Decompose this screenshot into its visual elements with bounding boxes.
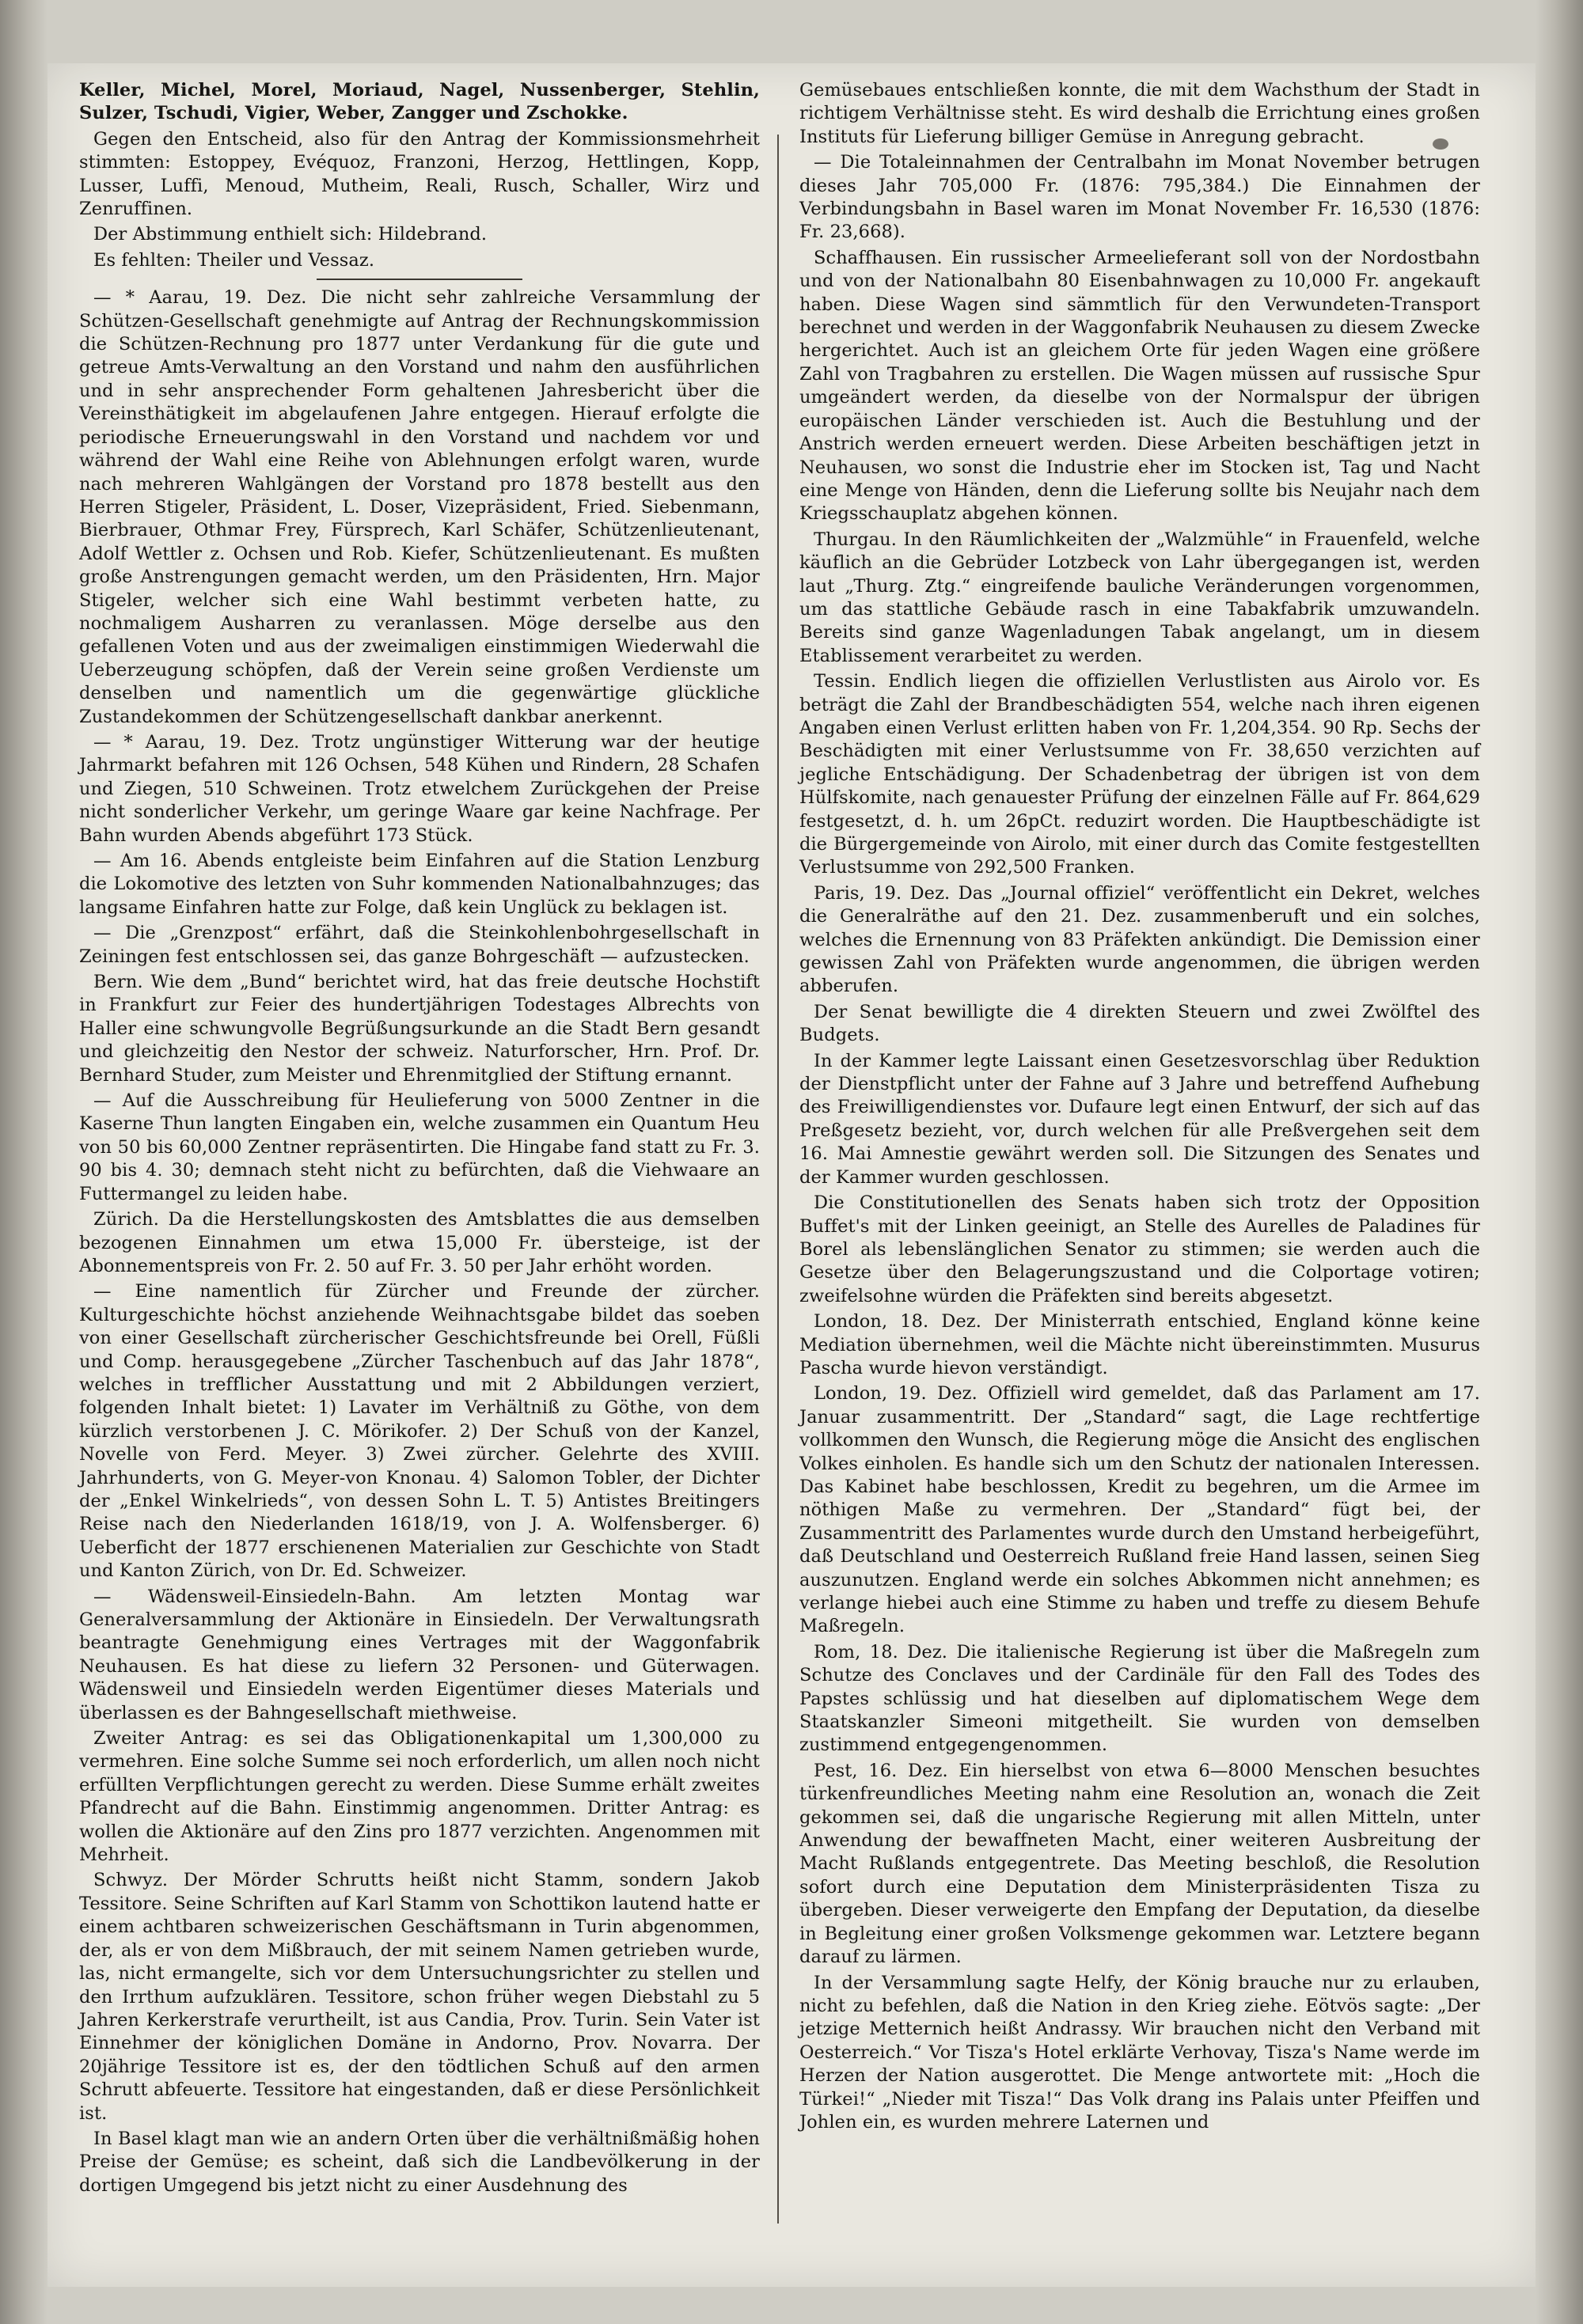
text-block: Zweiter Antrag: es sei das Obligationenkapital um 1,300,000 zu vermehren. Eine solche Summe sei noch erforderlich, um allen noch nicht erfüllten Verpflichtungen gerecht zu werden. Diese Summe erhält zweites Pfandrecht auf die Bahn. Einstimmig angenommen. Dritter Antrag: es wollen die Aktionäre auf den Zins pro 1877 verzichten. Angenommen mit Mehrheit. [79, 1728, 760, 1866]
text-block: Schaffhausen. Ein russischer Armeelieferant soll von der Nordostbahn und von der Nationalbahn 80 Eisenbahnwagen zu 10,000 Fr. angekauft haben. Diese Wagen sind sämmtlich für den Verwundeten-Transport berechnet und werden in der Waggonfabrik Neuhausen zu diesem Zwecke hergerichtet. Auch ist an gleichem Orte für jeden Wagen eine größere Zahl von Tragbahren zu erstellen. Die Wagen müssen auf russische Spur umgeändert werden, da dieselbe von der Normalspur der übrigen europäischen Länder verschieden ist. Auch die Bestuhlung und der Anstrich werden erneuert werden. Diese Arbeiten beschäftigen jetzt in Neuhausen, wo sonst die Industrie eher im Stocken ist, Tag und Nacht eine Menge von Händen, denn die Lieferung sollte bis Neujahr nach dem Kriegsschauplatz abgehen können. [799, 247, 1480, 525]
section-separator [317, 279, 522, 280]
text-block: — Am 16. Abends entgleiste beim Einfahren auf die Station Lenzburg die Lokomotive des letzten von Suhr kommenden Nationalbahnzuges; das langsame Einfahren hatte zur Folge, daß kein Unglück zu beklagen ist. [79, 851, 760, 918]
text-block: — Die „Grenzpost“ erfährt, daß die Steinkohlenbohrgesellschaft in Zeiningen fest entschlossen sei, das ganze Bohrgeschäft — aufzustecken. [79, 923, 760, 967]
text-block: — * Aarau, 19. Dez. Die nicht sehr zahlreiche Versammlung der Schützen-Gesellschaft genehmigte auf Antrag der Rechnungskommission die Schützen-Rechnung pro 1877 unter Verdankung für die gute und getreue Amts-Verwaltung an den Vorstand und nahm den ausführlichen und in sehr ansprechender Form gehaltenen Jahresbericht über die Vereinsthätigkeit im abgelaufenen Jahre entgegen. Hierauf erfolgte die periodische Erneuerungswahl in den Vorstand und nachdem vor und während der Wahl eine Reihe von Ablehnungen erfolgt waren, wurde nach mehreren Wahlgängen der Vorstand pro 1878 bestellt aus den Herren Stigeler, Präsident, L. Doser, Vizepräsident, Fried. Siebenmann, Bierbrauer, Othmar Frey, Fürsprech, Karl Schäfer, Schützenlieutenant, Adolf Wettler z. Ochsen und Rob. Kiefer, Schützenlieutenant. Es mußten große Anstrengungen gemacht werden, um den Präsidenten, Hrn. Major Stigeler, welcher sich eine Wahl bestimmt verbeten hatte, zu nochmaligem Ausharren zu veranlassen. Möge derselbe aus den gefallenen Voten und aus der zweimaligen einstimmigen Wiederwahl die Ueberzeugung schöpfen, daß der Verein seine großen Verdienste um denselben und namentlich um die gegenwärtige glückliche Zustandekommen der Schützengesellschaft dankbar anerkennt. [79, 287, 760, 727]
text-block: Es fehlten: Theiler und Vessaz. [93, 249, 375, 271]
text-block: Pest, 16. Dez. Ein hierselbst von etwa 6—8000 Menschen besuchtes türkenfreundliches Meeting nahm eine Resolution an, wonach die Zeit gekommen sei, daß die ungarische Regierung mit allen Mitteln, unter Anwendung der bewaffneten Macht, einer weiteren Ausbreitung der Macht Rußlands entgegentrete. Das Meeting beschloß, die Resolution sofort durch eine Deputation dem Ministerpräsidenten Tisza zu übergeben. Dieser verweigerte den Empfang der Deputation, da dieselbe in Begleitung einer großen Volksmenge gekommen war. Letztere begann darauf zu lärmen. [799, 1760, 1480, 1968]
text-block: Gegen den Entscheid, also für den Antrag der Kommissionsmehrheit stimmten: Estoppey, Evéquoz, Franzoni, Herzog, Hettlingen, Kopp, Lusser, Luffi, Menoud, Mutheim, Reali, Rusch, Schaller, Wirz und Zenruffinen. [79, 128, 760, 220]
text-block: — Eine namentlich für Zürcher und Freunde der zürcher. Kulturgeschichte höchst anziehende Weihnachtsgabe bildet das soeben von einer Gesellschaft zürcherischer Geschichtsfreunde bei Orell, Füßli und Comp. herausgegebene „Zürcher Taschenbuch auf das Jahr 1878“, welches in trefflicher Ausstattung und mit 2 Abbildungen verziert, folgenden Inhalt bietet: 1) Lavater im Verhältniß zu Göthe, von dem kürzlich verstorbenen J. C. Mörikofer. 2) Der Schuß von der Kanzel, Novelle von Ferd. Meyer. 3) Zwei zürcher. Gelehrte des XVIII. Jahrhunderts, von G. Meyer-von Knonau. 4) Salomon Tobler, der Dichter der „Enkel Winkelrieds“, von dessen Sohn L. T. 5) Antistes Breitingers Reise nach den Niederlanden 1618/19, von J. A. Wolfensberger. 6) Ueberficht der 1877 erschienenen Materialien zur Geschichte von Stadt und Kanton Zürich, von Dr. Ed. Schweizer. [79, 1281, 760, 1582]
text-block: Zürich. Da die Herstellungskosten des Amtsblattes die aus demselben bezogenen Einnahmen um etwa 15,000 Fr. übersteige, ist der Abonnementspreis von Fr. 2. 50 auf Fr. 3. 50 per Jahr erhöht worden. [79, 1209, 760, 1276]
text-block: Bern. Wie dem „Bund“ berichtet wird, hat das freie deutsche Hochstift in Frankfurt zur Feier des hundertjährigen Todestages Albrechts von Haller eine schwungvolle Begrüßungsurkunde an die Stadt Bern gesandt und gleichzeitig den Nestor der schweiz. Naturforscher, Hrn. Prof. Dr. Bernhard Studer, zum Meister und Ehrenmitglied der Stiftung ernannt. [79, 972, 760, 1086]
text-block: Gemüsebaues entschließen konnte, die mit dem Wachsthum der Stadt in richtigem Verhältnisse steht. Es wird deshalb die Errichtung eines großen Instituts für Lieferung billiger Gemüse in Anregung gebracht. [799, 80, 1480, 147]
text-block: London, 19. Dez. Offiziell wird gemeldet, daß das Parlament am 17. Januar zusammentritt. Der „Standard“ sagt, die Lage rechtfertige vollkommen den Wunsch, die Regierung möge die Ansicht des englischen Volkes einholen. Es handle sich um den Schutz der nationalen Interessen. Das Kabinet habe beschlossen, Kredit zu begehren, um die Armee im nöthigen Maße zu vermehren. Der „Standard“ fügt bei, der Zusammentritt des Parlamentes wurde durch den Umstand herbeigeführt, daß Deutschland und Oesterreich Rußland freie Hand lassen, seinen Sieg auszunutzen. England werde ein solches Abkommen nicht annehmen; es verlange hiebei auch eine Stimme zu haben und treffe zu diesem Behufe Maßregeln. [799, 1383, 1480, 1637]
text-block: In der Kammer legte Laissant einen Gesetzesvorschlag über Reduktion der Dienstpflicht unter der Fahne auf 3 Jahre und betreffend Aufhebung des Freiwilligendienstes vor. Dufaure legt einen Entwurf, der sich auf das Preßgesetz bezieht, vor, durch welchen für alle Preßvergehen seit dem 16. Mai Amnestie gewährt werden soll. Die Sitzungen des Senates und der Kammer wurden geschlossen. [799, 1050, 1480, 1188]
text-block: Tessin. Endlich liegen die offiziellen Verlustlisten aus Airolo vor. Es beträgt die Zahl der Brandbeschädigten 554, welche nach ihren eigenen Angaben einen Verlust erlitten haben von Fr. 1,204,354. 90 Rp. Sechs der Beschädigten mit einer Verlustsumme von Fr. 38,650 verzichten auf jegliche Entschädigung. Der Schadenbetrag der übrigen ist von dem Hülfskomite, nach genauester Prüfung der einzelnen Fälle auf Fr. 864,629 festgesetzt, d. h. um 26pCt. reduzirt worden. Die Hauptbeschädigte ist die Bürgergemeinde von Airolo, mit einer durch das Comite festgestellten Verlustsumme von 292,500 Franken. [799, 671, 1480, 878]
text-block: Die Constitutionellen des Senats haben sich trotz der Opposition Buffet's mit der Linken geeinigt, an Stelle des Aurelles de Paladines für Borel als lebenslänglichen Senator zu stimmen; sie werden auch die Gesetze über den Belagerungszustand und die Colportage votiren; zweifelsohne würden die Präfekten sind bereits abgesetzt. [799, 1192, 1480, 1306]
text-block: — Die Totaleinnahmen der Centralbahn im Monat November betrugen dieses Jahr 705,000 Fr. (1876: 795,384.) Die Einnahmen der Verbindungsbahn in Basel waren im Monat November Fr. 16,530 (1876: Fr. 23,668). [799, 152, 1480, 243]
right-column [799, 79, 1480, 2136]
text-block: Der Abstimmung enthielt sich: Hildebrand. [93, 224, 488, 245]
text-block: In der Versammlung sagte Helfy, der König brauche nur zu erlauben, nicht zu befehlen, daß die Nation in den Krieg ziehe. Eötvös sagte: „Der jetzige Metternich heißt Andrassy. Wir brauchen nicht den Verband mit Oesterreich.“ Vor Tisza's Hotel erklärte Verhovay, Tisza's Name werde im Herzen der Nation ausgerottet. Die Menge antwortete mit: „Hoch die Türkei!“ „Nieder mit Tisza!“ Das Volk drang ins Palais unter Pfeiffen und Johlen ein, es wurden mehrere Laternen und [799, 1972, 1480, 2133]
left-column [79, 79, 760, 2200]
text-block: Der Senat bewilligte die 4 direkten Steuern und zwei Zwölftel des Budgets. [799, 1001, 1480, 1046]
text-block: In Basel klagt man wie an andern Orten über die verhältnißmäßig hohen Preise der Gemüse; es scheint, daß sich die Landbevölkerung in der dortigen Umgegend bis jetzt nicht zu einer Ausdehnung des [79, 2128, 760, 2196]
binding-shadow-left [0, 0, 47, 2324]
text-block: — Wädensweil-Einsiedeln-Bahn. Am letzten Montag war Generalversammlung der Aktionäre in Einsiedeln. Der Verwaltungsrath beantragte Genehmigung eines Vertrages mit der Waggonfabrik Neuhausen. Es hat diese zu liefern 32 Personen- und Güterwagen. Wädensweil und Einsiedeln werden Eigentümer dieses Materials und überlassen es der Bahngesellschaft miethweise. [79, 1586, 760, 1723]
text-block: — * Aarau, 19. Dez. Trotz ungünstiger Witterung war der heutige Jahrmarkt befahren mit 126 Ochsen, 548 Kühen und Rindern, 28 Schafen und Ziegen, 510 Schweinen. Trotz etwelchem Zurückgehen der Preise nicht sonderlicher Verkehr, um geringe Waare gar keine Nachfrage. Per Bahn wurden Abends abgeführt 173 Stück. [79, 731, 760, 846]
text-block: London, 18. Dez. Der Ministerrath entschied, England könne keine Mediation übernehmen, weil die Mächte nicht übereinstimmten. Musurus Pascha wurde hievon verständigt. [799, 1311, 1480, 1378]
text-block: Schwyz. Der Mörder Schrutts heißt nicht Stamm, sondern Jakob Tessitore. Seine Schriften auf Karl Stamm von Schottikon lautend hatte er einem achtbaren schweizerischen Geschäftsmann in Turin abgenommen, der, als er von dem Mißbrauch, der mit seinem Namen getrieben wurde, las, nicht ermangelte, sich vor dem Untersuchungsrichter zu stellen und den Irrthum aufzuklären. Tessitore, schon früher wegen Diebstahl zu 5 Jahren Kerkerstrafe verurtheilt, ist aus Candia, Prov. Turin. Sein Vater ist Einnehmer der königlichen Domäne in Andorno, Prov. Novarra. Der 20jährige Tessitore ist es, der den tödtlichen Schuß auf den armen Schrutt abfeuerte. Tessitore hat eingestanden, daß er diese Persönlichkeit ist. [79, 1870, 760, 2124]
binding-shadow-right [1536, 0, 1583, 2324]
text-block: — Auf die Ausschreibung für Heulieferung von 5000 Zentner in die Kaserne Thun langten Eingaben ein, welche zusammen ein Quantum Heu von 50 bis 60,000 Zentner repräsentirten. Die Hingabe fand statt zu Fr. 3. 90 bis 4. 30; demnach steht nicht zu befürchten, daß die Viehwaare an Futtermangel zu leiden habe. [79, 1090, 760, 1204]
text-block: Paris, 19. Dez. Das „Journal offiziel“ veröffentlicht ein Dekret, welches die Generalräthe auf den 21. Dez. zusammenberuft und ein solches, welches die Ernennung von 83 Präfekten ankündigt. Die Demission einer gewissen Zahl von Präfekten wurde angenommen, die übrigen werden abberufen. [799, 882, 1480, 997]
text-block: Thurgau. In den Räumlichkeiten der „Walzmühle“ in Frauenfeld, welche käuflich an die Gebrüder Lotzbeck von Lahr übergegangen ist, werden laut „Thurg. Ztg.“ eingreifende bauliche Veränderungen vorgenommen, um das stattliche Gebäude rasch in eine Tabakfabrik umzuwandeln. Bereits sind ganze Wagenladungen Tabak angelangt, um in diesem Etablissement verarbeitet zu werden. [799, 529, 1480, 666]
column-rule [777, 135, 779, 2224]
text-block: Rom, 18. Dez. Die italienische Regierung ist über die Maßregeln zum Schutze des Conclaves und der Cardinäle für den Fall des Todes des Papstes schlüssig und hat dieselben auf diplomatischem Wege dem Staatskanzler Simeoni mitgetheilt. Sie wurden von demselben zustimmend entgegengenommen. [799, 1641, 1480, 1756]
text-block: Keller, Michel, Morel, Moriaud, Nagel, Nussenberger, Stehlin, Sulzer, Tschudi, Vigier, Weber, Zangger und Zschokke. [79, 80, 760, 124]
